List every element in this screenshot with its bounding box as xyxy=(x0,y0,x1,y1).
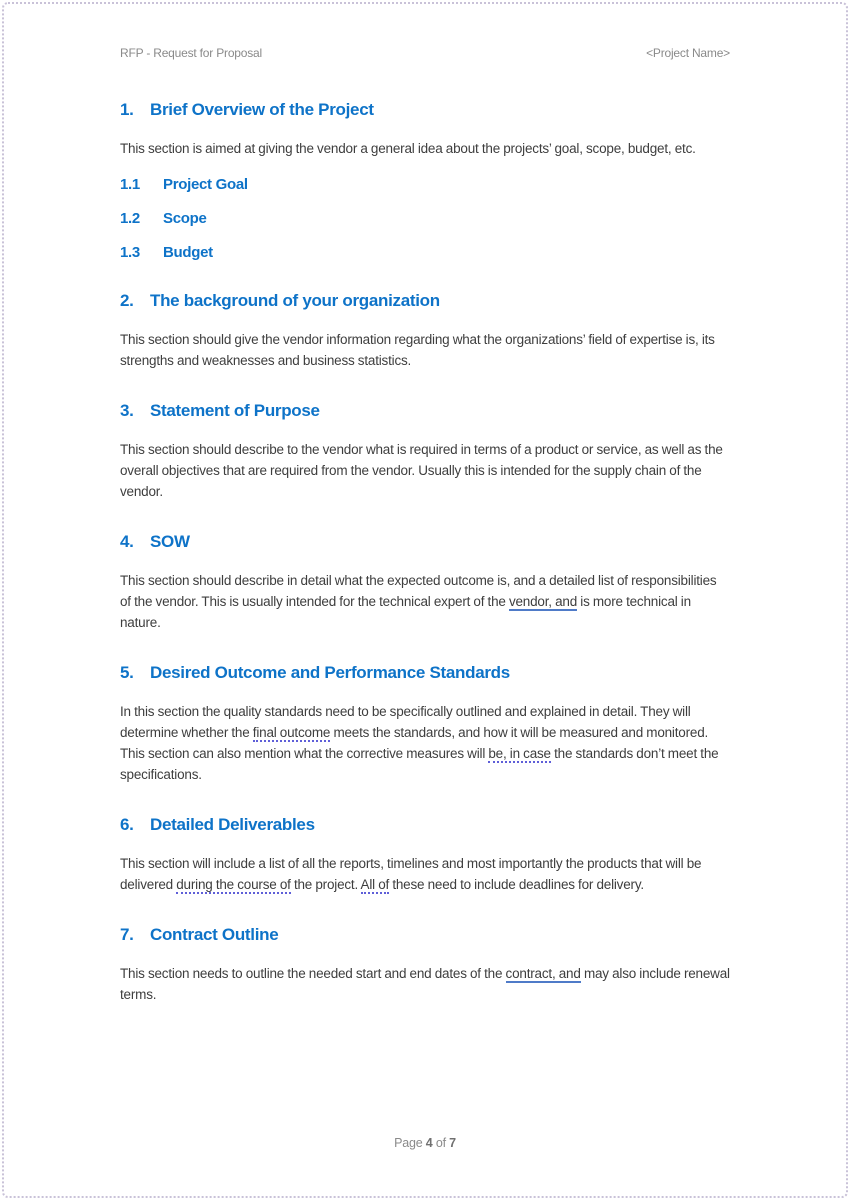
text-segment: these need to include deadlines for delivery. xyxy=(389,877,644,892)
subsection-number: 1.2 xyxy=(120,210,140,227)
text-segment: This section should describe to the vendor what is required in terms of a product or service, as well as the overall objectives that are required from the vendor. Usually this is intended for the supply chain of the vendor. xyxy=(120,442,723,499)
text-segment: the project. xyxy=(290,877,361,892)
subsection-title: Project Goal xyxy=(163,176,248,193)
text-segment: of xyxy=(432,1136,450,1150)
section-heading xyxy=(120,100,730,120)
header-document-title: RFP - Request for Proposal xyxy=(120,46,262,60)
section-title: Brief Overview of the Project xyxy=(150,100,374,119)
subsection-number: 1.1 xyxy=(120,176,140,193)
section-paragraph xyxy=(120,138,730,159)
section-number: 7. xyxy=(120,925,134,944)
section-heading xyxy=(120,815,730,835)
section-number: 1. xyxy=(120,100,134,119)
section-paragraph xyxy=(120,701,730,785)
refinement-underline-text: All of xyxy=(360,877,390,892)
subsection-heading-budget xyxy=(120,244,730,261)
header-project-name-placeholder: <Project Name> xyxy=(646,46,730,60)
text-segment: In this section the quality standards need to be specifically outlined and explained in detail. They will determine whether the xyxy=(120,704,691,740)
grammar-underline-text: vendor, and xyxy=(508,594,578,609)
refinement-underline-text: during the course of xyxy=(176,877,291,892)
section-heading xyxy=(120,663,730,683)
bold-text: 4 xyxy=(425,1136,433,1150)
section-sow xyxy=(120,532,730,633)
subsection-heading-scope xyxy=(120,210,730,227)
text-segment: This section should give the vendor information regarding what the organizations’ field of expertise is, its strengths and weaknesses and business statistics. xyxy=(120,332,715,368)
bold-text: 7 xyxy=(449,1136,456,1150)
text-segment: This section is aimed at giving the vendor a general idea about the projects’ goal, scope, budget, etc. xyxy=(120,141,696,156)
section-title: Contract Outline xyxy=(150,925,279,944)
section-number: 4. xyxy=(120,532,134,551)
text-segment: This section needs to outline the needed start and end dates of the xyxy=(120,966,506,981)
section-paragraph xyxy=(120,963,730,1005)
subsection-title: Budget xyxy=(163,244,213,261)
text-segment: This section will include a list of all the reports, timelines and most importantly the products that will be delivered xyxy=(120,856,702,892)
document-content xyxy=(120,0,730,1022)
section-number: 5. xyxy=(120,663,134,682)
section-heading xyxy=(120,401,730,421)
section-brief-overview xyxy=(120,100,730,261)
section-number: 6. xyxy=(120,815,134,834)
section-contract-outline xyxy=(120,925,730,1005)
section-paragraph xyxy=(120,329,730,371)
section-paragraph xyxy=(120,570,730,633)
section-background xyxy=(120,291,730,371)
section-title: Statement of Purpose xyxy=(150,401,320,420)
section-detailed-deliverables xyxy=(120,815,730,895)
section-title: Detailed Deliverables xyxy=(150,815,315,834)
subsection-title: Scope xyxy=(163,210,207,227)
text-segment: the standards don’t meet the specifications. xyxy=(120,746,719,782)
section-title: Desired Outcome and Performance Standards xyxy=(150,663,510,682)
document-header xyxy=(120,0,730,60)
grammar-underline-text: contract, and xyxy=(505,966,581,981)
refinement-underline-text: final outcome xyxy=(252,725,331,740)
refinement-underline-text: be, in case xyxy=(488,746,551,761)
page-number-footer xyxy=(0,1136,850,1150)
text-segment: is more technical in nature. xyxy=(120,594,691,630)
section-heading xyxy=(120,925,730,945)
section-paragraph xyxy=(120,439,730,502)
text-segment: meets the standards, and how it will be measured and monitored. This section can also mention what the corrective measures will xyxy=(120,725,709,761)
section-statement-of-purpose xyxy=(120,401,730,502)
text-segment: may also include renewal terms. xyxy=(120,966,730,1002)
text-segment: Page xyxy=(394,1136,426,1150)
section-title: The background of your organization xyxy=(150,291,440,310)
subsection-heading-project-goal xyxy=(120,176,730,193)
section-desired-outcome xyxy=(120,663,730,785)
subsection-number: 1.3 xyxy=(120,244,140,261)
section-paragraph xyxy=(120,853,730,895)
section-heading xyxy=(120,532,730,552)
section-number: 3. xyxy=(120,401,134,420)
text-segment: This section should describe in detail what the expected outcome is, and a detailed list of responsibilities of the vendor. This is usually intended for the technical expert of the xyxy=(120,573,717,609)
section-title: SOW xyxy=(150,532,190,551)
section-heading xyxy=(120,291,730,311)
section-number: 2. xyxy=(120,291,134,310)
